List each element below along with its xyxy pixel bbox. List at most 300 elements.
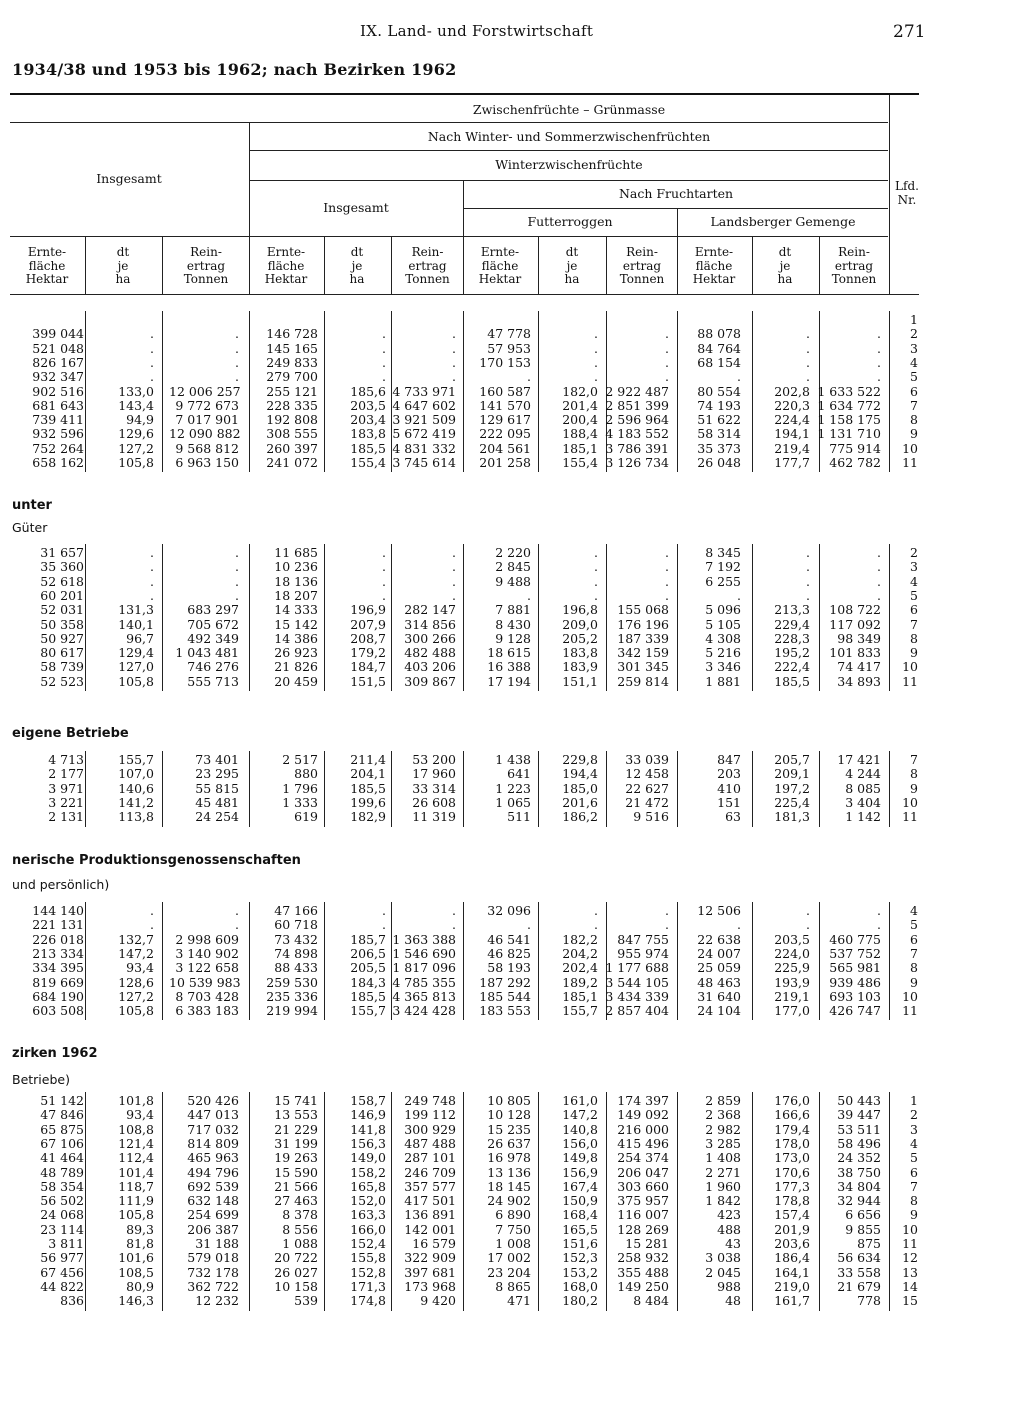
cell-dt: 207,9 [350,616,386,632]
cell-rein: . [665,587,669,603]
cell-rein: . [877,354,881,370]
cell-dt: 140,6 [118,780,154,796]
cell-rein: 117 092 [829,616,881,632]
cell-flaeche: 2 131 [48,809,84,825]
cell-flaeche: 1 881 [705,673,741,689]
cell-rein: . [452,903,456,918]
cell-rein: 565 981 [829,960,881,976]
section-sublabel: und persönlich) [12,877,110,892]
cell-flaeche: 2 368 [705,1107,741,1123]
cell-dt: . [150,340,154,356]
cell-rein: 173 968 [404,1278,456,1294]
cell-rein: . [877,587,881,603]
cell-rein: 4 183 552 [605,426,669,442]
cell-rein: 8 703 428 [175,988,239,1004]
cell-dt: 183,8 [562,645,598,661]
cell-flaeche: 141 570 [479,397,531,413]
row-number: 4 [910,573,918,589]
cell-flaeche: 752 264 [32,440,84,456]
cell-dt: 173,0 [774,1150,810,1166]
cell-flaeche: 20 722 [274,1250,318,1266]
cell-rein: . [452,354,456,370]
cell-dt: . [382,326,386,342]
cell-flaeche: 26 923 [274,645,318,661]
cell-flaeche: 58 314 [697,426,741,442]
cell-rein: 199 112 [404,1107,456,1123]
cell-flaeche: 423 [717,1207,741,1223]
cell-rein: 10 539 983 [169,974,241,990]
table-row [0,1223,1024,1237]
cell-rein: 3 126 734 [605,455,669,470]
cell-dt: 179,4 [774,1121,810,1137]
cell-dt: 184,7 [350,659,386,675]
row-number: 9 [910,426,918,442]
cell-dt: 205,5 [350,960,386,976]
cell-dt: . [382,917,386,933]
cell-flaeche: 902 516 [32,383,84,399]
cell-rein: 50 443 [837,1093,881,1108]
cell-dt: 196,9 [350,602,386,618]
cell-dt: . [594,903,598,918]
cell-rein: . [452,326,456,342]
header-landsberger: Landsberger Gemenge [710,214,856,229]
cell-flaeche: 11 685 [274,545,318,560]
cell-dt: 121,4 [118,1135,154,1151]
cell-flaeche: 1 008 [495,1236,531,1251]
top-rule [10,93,890,95]
row-number: 8 [910,960,918,976]
cell-dt: 113,8 [118,809,154,825]
cell-flaeche: 219 994 [266,1003,318,1019]
cell-dt: 105,8 [118,1003,154,1019]
table-row [0,632,1024,646]
cell-dt: 197,2 [774,780,810,796]
cell-dt: 89,3 [126,1221,154,1237]
cell-rein: 426 747 [829,1003,881,1019]
cell-flaeche: 3 346 [705,659,741,675]
cell-rein: 98 349 [837,630,881,646]
cell-rein: . [877,326,881,342]
cell-rein: 116 007 [617,1207,669,1223]
cell-flaeche: 201 258 [479,455,531,470]
cell-flaeche: 60 718 [274,917,318,933]
cell-rein: . [235,559,239,575]
header-nach-fruchtarten: Nach Fruchtarten [618,186,734,201]
cell-dt: 185,5 [774,673,810,689]
cell-dt: 94,9 [126,412,154,428]
cell-rein: 462 782 [829,455,881,470]
cell-rein: 465 963 [187,1150,239,1166]
cell-rein: 26 608 [412,794,456,810]
cell-dt: . [806,559,810,575]
rule [250,150,888,151]
col-header-rein: Rein- ertrag Tonnen [619,245,665,286]
cell-flaeche: 228 335 [266,397,318,413]
table-row [0,1137,1024,1151]
header-winterzwischen: Winterzwischenfrüchte [495,157,643,172]
cell-rein: . [665,573,669,589]
cell-flaeche: 658 162 [32,455,84,470]
row-number: 8 [910,630,918,646]
table-row [0,313,1024,327]
cell-dt: 209,0 [562,616,598,632]
cell-dt: 101,4 [118,1164,154,1180]
cell-rein: 3 122 658 [175,960,239,976]
cell-rein: 9 516 [633,809,669,825]
cell-flaeche: 15 235 [487,1121,531,1137]
cell-dt: . [806,340,810,356]
cell-dt: 168,0 [562,1278,598,1294]
table-row [0,990,1024,1004]
cell-flaeche: 2 982 [705,1121,741,1137]
cell-rein: 21 679 [837,1278,881,1294]
row-number: 7 [910,945,918,961]
table-row [0,904,1024,918]
cell-rein: 15 281 [625,1236,669,1251]
cell-rein: 4 831 332 [392,440,456,456]
cell-dt: 182,0 [562,383,598,399]
cell-flaeche: 1 223 [495,780,531,796]
top-rule-lfd [889,93,919,95]
cell-flaeche: 51 142 [40,1093,84,1108]
cell-rein: 357 577 [404,1178,456,1194]
row-number: 5 [910,369,918,385]
cell-dt: 200,4 [562,412,598,428]
cell-dt: 131,3 [118,602,154,618]
cell-dt: 146,3 [118,1293,154,1309]
cell-rein: 403 206 [404,659,456,675]
row-number: 7 [910,397,918,413]
cell-flaeche: . [527,917,531,933]
cell-rein: 38 750 [837,1164,881,1180]
cell-dt: 101,8 [118,1093,154,1108]
cell-flaeche: 48 463 [697,974,741,990]
col-header-rein: Rein- ertrag Tonnen [831,245,877,286]
cell-dt: . [150,573,154,589]
cell-rein: 6 656 [845,1207,881,1223]
cell-dt: 105,8 [118,455,154,470]
cell-rein: 955 974 [617,945,669,961]
cell-dt: . [382,903,386,918]
cell-flaeche: 2 271 [705,1164,741,1180]
cell-flaeche: 31 657 [40,545,84,560]
cell-rein: 6 963 150 [175,455,239,470]
cell-flaeche: 26 637 [487,1135,531,1151]
cell-dt: 170,6 [774,1164,810,1180]
cell-rein: 258 932 [617,1250,669,1266]
col-header-dt: dt je ha [777,245,793,286]
cell-dt: 143,4 [118,397,154,413]
cell-rein: 4 365 813 [392,988,456,1004]
cell-rein: 847 755 [617,931,669,947]
cell-dt: 186,2 [562,809,598,825]
cell-dt: . [806,917,810,933]
cell-dt: 219,1 [774,988,810,1004]
row-number: 4 [910,354,918,370]
row-number: 3 [910,340,918,356]
cell-rein: 3 434 339 [605,988,669,1004]
cell-rein: . [452,587,456,603]
row-number: 1 [910,312,918,327]
cell-dt: 93,4 [126,960,154,976]
cell-flaeche: 18 207 [274,587,318,603]
cell-rein: . [665,326,669,342]
cell-flaeche: 60 201 [40,587,84,603]
cell-rein: 3 745 614 [392,455,456,470]
cell-flaeche: 2 845 [495,559,531,575]
cell-rein: 287 101 [404,1150,456,1166]
col-header-flaeche: Ernte- fläche Hektar [25,245,69,286]
cell-dt: . [382,573,386,589]
cell-flaeche: 3 971 [48,780,84,796]
table-row [0,646,1024,660]
cell-rein: 246 709 [404,1164,456,1180]
cell-rein: 17 421 [837,752,881,767]
cell-flaeche: 8 378 [282,1207,318,1223]
cell-flaeche: 21 566 [274,1178,318,1194]
cell-dt: 151,6 [562,1236,598,1251]
cell-flaeche: 51 622 [697,412,741,428]
cell-dt: 177,3 [774,1178,810,1194]
cell-dt: 174,8 [350,1293,386,1309]
cell-dt: 204,2 [562,945,598,961]
cell-flaeche: 18 615 [487,645,531,661]
table-row [0,413,1024,427]
row-number: 3 [910,1121,918,1137]
cell-dt: 171,3 [350,1278,386,1294]
cell-flaeche: 1 088 [282,1236,318,1251]
cell-rein: 3 786 391 [605,440,669,456]
cell-rein: 34 893 [837,673,881,689]
cell-rein: . [452,545,456,560]
cell-rein: 1 633 522 [817,383,881,399]
cell-rein: 73 401 [195,752,239,767]
cell-rein: . [877,340,881,356]
cell-flaeche: 1 842 [705,1193,741,1209]
cell-flaeche: 10 158 [274,1278,318,1294]
cell-dt: . [594,369,598,385]
cell-dt: 199,6 [350,794,386,810]
cell-dt: . [806,369,810,385]
cell-rein: 2 922 487 [605,383,669,399]
cell-rein: 3 404 [845,794,881,810]
cell-rein: 23 295 [195,766,239,782]
cell-dt: 185,1 [562,988,598,1004]
cell-dt: 229,4 [774,616,810,632]
cell-flaeche: 226 018 [32,931,84,947]
cell-rein: 1 634 772 [817,397,881,413]
cell-flaeche: 2 045 [705,1264,741,1280]
cell-dt: . [382,354,386,370]
cell-rein: 300 929 [404,1121,456,1137]
cell-dt: 168,4 [562,1207,598,1223]
header-futterroggen: Futterroggen [527,214,613,229]
cell-rein: 34 804 [837,1178,881,1194]
cell-rein: . [877,545,881,560]
cell-rein: . [452,917,456,933]
cell-flaeche: 826 167 [32,354,84,370]
cell-flaeche: 1 960 [705,1178,741,1194]
table-row [0,560,1024,574]
cell-dt: 147,2 [562,1107,598,1123]
cell-dt: . [806,903,810,918]
cell-flaeche: 46 541 [487,931,531,947]
cell-dt: 193,9 [774,974,810,990]
row-number: 3 [910,559,918,575]
row-number: 9 [910,1207,918,1223]
cell-dt: 189,2 [562,974,598,990]
cell-flaeche: 47 778 [487,326,531,342]
cell-rein: 149 092 [617,1107,669,1123]
cell-rein: 4 647 602 [392,397,456,413]
table-row [0,442,1024,456]
table-row [0,675,1024,689]
table-row [0,947,1024,961]
cell-rein: 56 634 [837,1250,881,1266]
header-zwischenfruechte: Zwischenfrüchte – Grünmasse [472,102,666,117]
cell-rein: 4 244 [845,766,881,782]
header-insgesamt-left: Insgesamt [96,171,162,186]
cell-flaeche: 3 038 [705,1250,741,1266]
row-number: 5 [910,1150,918,1166]
cell-dt: 224,4 [774,412,810,428]
table-row [0,618,1024,632]
cell-flaeche: 24 007 [697,945,741,961]
cell-dt: 161,7 [774,1293,810,1309]
cell-rein: 520 426 [187,1093,239,1108]
cell-dt: 205,2 [562,630,598,646]
cell-rein: 3 140 902 [175,945,239,961]
cell-dt: 141,8 [350,1121,386,1137]
table-row [0,546,1024,560]
cell-dt: 156,9 [562,1164,598,1180]
cell-dt: 152,0 [350,1193,386,1209]
cell-flaeche: 10 805 [487,1093,531,1108]
cell-dt: 220,3 [774,397,810,413]
cell-dt: . [150,559,154,575]
col-header-dt: dt je ha [115,245,131,286]
cell-dt: 208,7 [350,630,386,646]
cell-flaeche: 471 [507,1293,531,1309]
cell-flaeche: 204 561 [479,440,531,456]
cell-dt: 147,2 [118,945,154,961]
cell-dt: 185,6 [350,383,386,399]
cell-rein: 355 488 [617,1264,669,1280]
table-row [0,660,1024,674]
cell-flaeche: 48 [725,1293,741,1309]
cell-dt: . [806,573,810,589]
cell-rein: 717 032 [187,1121,239,1137]
cell-rein: 487 488 [404,1135,456,1151]
cell-rein: 301 345 [617,659,669,675]
cell-dt: 185,5 [350,780,386,796]
cell-dt: . [806,587,810,603]
cell-dt: 203,5 [350,397,386,413]
cell-flaeche: 21 826 [274,659,318,675]
cell-flaeche: 48 789 [40,1164,84,1180]
cell-rein: 494 796 [187,1164,239,1180]
cell-rein: 3 544 105 [605,974,669,990]
table-row [0,1166,1024,1180]
cell-flaeche: 187 292 [479,974,531,990]
cell-dt: 205,7 [774,752,810,767]
cell-flaeche: 1 408 [705,1150,741,1166]
cell-dt: 152,4 [350,1236,386,1251]
cell-flaeche: 14 333 [274,602,318,618]
cell-rein: 397 681 [404,1264,456,1280]
cell-rein: 21 472 [625,794,669,810]
cell-flaeche: 255 121 [266,383,318,399]
cell-rein: 155 068 [617,602,669,618]
cell-rein: 22 627 [625,780,669,796]
cell-flaeche: 259 530 [266,974,318,990]
cell-flaeche: 68 154 [697,354,741,370]
row-number: 2 [910,545,918,560]
cell-flaeche: 1 438 [495,752,531,767]
cell-rein: 33 558 [837,1264,881,1280]
cell-flaeche: 410 [717,780,741,796]
cell-dt: . [150,369,154,385]
cell-dt: 150,9 [562,1193,598,1209]
cell-flaeche: 67 456 [40,1264,84,1280]
cell-dt: 101,6 [118,1250,154,1266]
cell-flaeche: 17 002 [487,1250,531,1266]
cell-rein: . [452,559,456,575]
cell-flaeche: 9 488 [495,573,531,589]
cell-rein: 9 568 812 [175,440,239,456]
cell-dt: . [594,587,598,603]
cell-rein: . [452,573,456,589]
cell-rein: 45 481 [195,794,239,810]
cell-rein: 1 142 [845,809,881,825]
cell-rein: 8 484 [633,1293,669,1309]
cell-rein: 732 178 [187,1264,239,1280]
table-row [0,1208,1024,1222]
cell-dt: 166,0 [350,1221,386,1237]
cell-flaeche: 603 508 [32,1003,84,1019]
cell-flaeche: 58 739 [40,659,84,675]
cell-dt: 132,7 [118,931,154,947]
cell-flaeche: . [737,917,741,933]
cell-rein: 55 815 [195,780,239,796]
cell-flaeche: 684 190 [32,988,84,1004]
cell-rein: 705 672 [187,616,239,632]
cell-rein: 362 722 [187,1278,239,1294]
cell-dt: 206,5 [350,945,386,961]
cell-flaeche: 3 285 [705,1135,741,1151]
cell-flaeche: 88 078 [697,326,741,342]
row-number: 10 [902,440,918,456]
cell-flaeche: 235 336 [266,988,318,1004]
cell-flaeche: 41 464 [40,1150,84,1166]
cell-dt: 185,1 [562,440,598,456]
cell-dt: 149,8 [562,1150,598,1166]
cell-rein: 775 914 [829,440,881,456]
section-label: eigene Betriebe [12,726,129,741]
cell-flaeche: 203 [717,766,741,782]
cell-flaeche: 932 347 [32,369,84,385]
cell-rein: 174 397 [617,1093,669,1108]
cell-flaeche: 15 741 [274,1093,318,1108]
cell-flaeche: 146 728 [266,326,318,342]
cell-flaeche: 1 796 [282,780,318,796]
cell-flaeche: 80 617 [40,645,84,661]
cell-rein: 2 998 609 [175,931,239,947]
cell-rein: 249 748 [404,1093,456,1108]
table-row [0,575,1024,589]
cell-dt: 219,0 [774,1278,810,1294]
cell-flaeche: 23 114 [40,1221,84,1237]
